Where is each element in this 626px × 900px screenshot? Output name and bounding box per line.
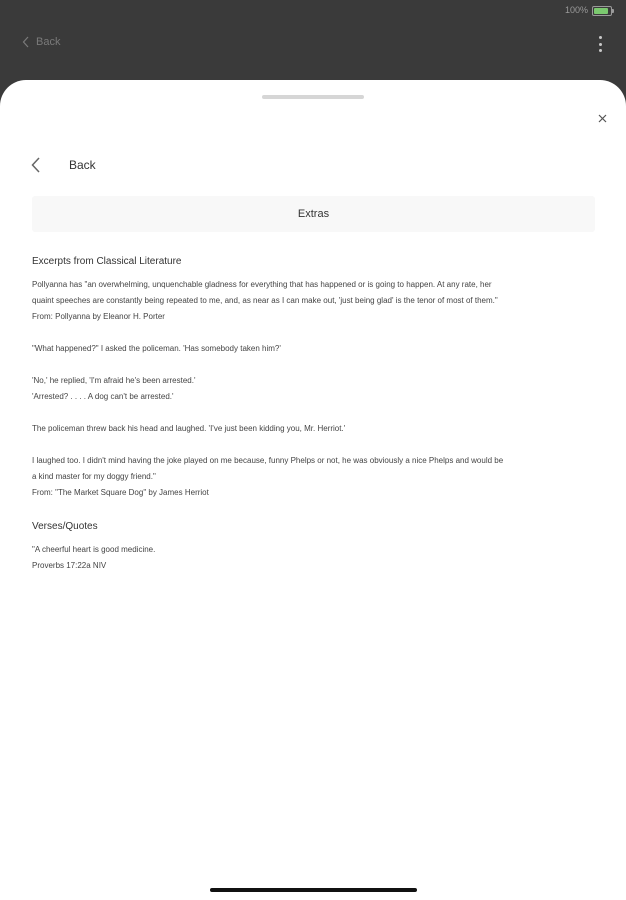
verse-reference: Proverbs 17:22a NIV	[32, 561, 107, 570]
sheet-grabber[interactable]	[262, 95, 364, 99]
excerpt-line: 'Arrested? . . . . A dog can't be arrested.'	[32, 392, 174, 401]
status-bar	[0, 0, 626, 20]
excerpt-source: From: "The Market Square Dog" by James Herriot	[32, 488, 209, 497]
excerpt-line: I laughed too. I didn't mind having the joke played on me because, funny Phelps or not, he was obviously a nice Phelps and would be	[32, 456, 504, 465]
excerpt-line: "What happened?" I asked the policeman. 'Has somebody taken him?'	[32, 344, 281, 353]
excerpt-source: From: Pollyanna by Eleanor H. Porter	[32, 312, 165, 321]
section-heading-excerpts: Excerpts from Classical Literature	[32, 256, 182, 267]
background-back-label: Back	[36, 36, 61, 48]
excerpt-line: 'No,' he replied, 'I'm afraid he's been arrested.'	[32, 376, 196, 385]
page-title: Extras	[32, 196, 595, 232]
excerpt-line: The policeman threw back his head and laughed. 'I've just been kidding you, Mr. Herriot.'	[32, 424, 346, 433]
chevron-left-icon	[22, 36, 30, 48]
more-options-icon	[598, 36, 602, 52]
back-label: Back	[69, 158, 96, 172]
excerpt-line: quaint speeches are constantly being repeated to me, and, as near as I can make out, 'just being glad' is the tenor of most of them."	[32, 296, 498, 305]
battery-icon	[592, 6, 612, 16]
close-icon	[598, 114, 607, 123]
close-button[interactable]	[594, 110, 610, 126]
back-button[interactable]	[30, 156, 96, 174]
excerpt-line: Pollyanna has "an overwhelming, unquenchable gladness for everything that has happened or is going to happen. At any rate, her	[32, 280, 492, 289]
background-back-button	[22, 36, 60, 48]
chevron-left-icon	[30, 156, 42, 174]
verse-quote: "A cheerful heart is good medicine.	[32, 545, 156, 554]
section-heading-verses: Verses/Quotes	[32, 521, 98, 532]
home-indicator	[210, 888, 417, 892]
battery-percentage: 100%	[564, 5, 588, 15]
bottom-sheet	[0, 80, 626, 900]
excerpt-line: a kind master for my doggy friend."	[32, 472, 156, 481]
extras-content	[32, 256, 598, 574]
